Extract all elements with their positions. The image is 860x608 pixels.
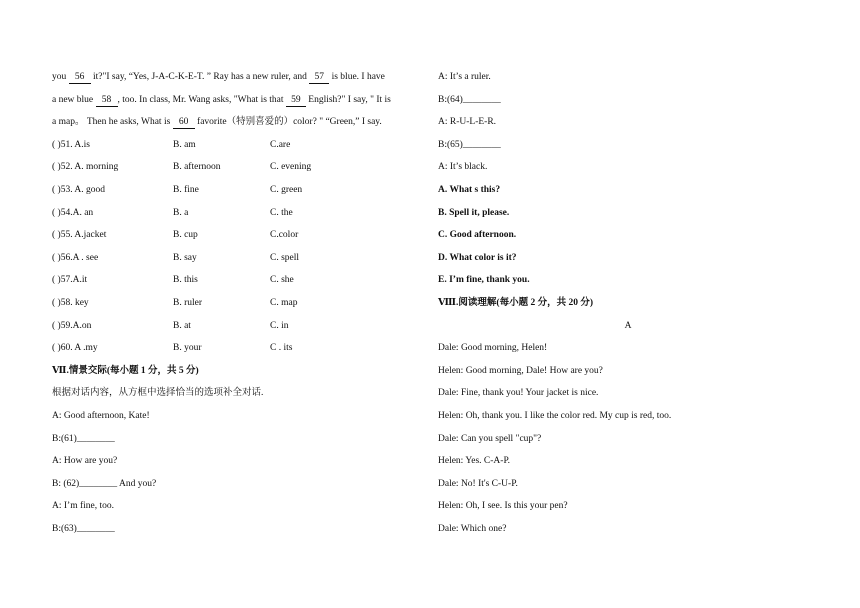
question-stem: ( )52. A. morning: [52, 162, 119, 173]
dialog-line: A: It’s black.: [438, 162, 488, 173]
passage-text: favorite（特别喜爱的）color? " “Green,” I say.: [194, 117, 382, 128]
option-c-text: C. the: [270, 207, 293, 218]
blank-60: 60: [173, 117, 195, 129]
option-e: E. I’m fine, thank you.: [438, 275, 530, 286]
blank-57: 57: [309, 72, 329, 84]
option-b-text: B. your: [173, 343, 202, 354]
passage-text: , too. In class, Mr. Wang asks, "What is that: [117, 94, 286, 105]
dialog-line: B:(64)________: [438, 94, 501, 105]
reading-line: Dale: Which one?: [438, 523, 507, 534]
question-row: [52, 269, 432, 292]
dialog-line: A: How are you?: [52, 456, 118, 467]
dialog-line: B:(63)________: [52, 523, 115, 534]
question-row: [52, 224, 432, 247]
question-row: [52, 179, 432, 202]
option-b-text: B. afternoon: [173, 162, 221, 173]
option-b-text: B. this: [173, 275, 198, 286]
option-b-text: B. ruler: [173, 297, 203, 308]
reading-line: Dale: Good morning, Helen!: [438, 343, 548, 354]
question-list: [52, 134, 432, 360]
question-stem: ( )54.A. an: [52, 207, 94, 218]
option-b-text: B. fine: [173, 184, 199, 195]
blank-58: 58: [96, 95, 118, 107]
question-stem: ( )56.A . see: [52, 252, 99, 263]
passage-text: it?"I say, “Yes, J-A-C-K-E-T. ” Ray has a new ruler, and: [90, 72, 310, 82]
option-c-text: C. spell: [270, 252, 300, 263]
option-b-text: B. cup: [173, 230, 198, 241]
question-stem: ( )57.A.it: [52, 275, 88, 286]
section-7-title: Ⅶ.情景交际(每小题 1 分，共 5 分): [52, 365, 199, 376]
question-row: [52, 292, 432, 315]
blank-56: 56: [69, 72, 91, 84]
reading-line: Dale: No! It's C-U-P.: [438, 478, 518, 489]
reading-line: Dale: Can you spell "cup"?: [438, 433, 542, 444]
passage-label: A: [624, 320, 632, 331]
question-stem: ( )55. A.jacket: [52, 230, 107, 241]
option-c-text: C. evening: [270, 162, 312, 173]
question-stem: ( )51. A.is: [52, 139, 90, 150]
dialog-line: A: Good afternoon, Kate!: [52, 410, 150, 421]
section-8-title: Ⅷ.阅读理解(每小题 2 分，共 20 分): [438, 297, 594, 308]
option-c: C. Good afternoon.: [438, 230, 517, 241]
option-c-text: C.color: [270, 230, 299, 241]
option-b-text: B. at: [173, 320, 191, 331]
option-c-text: C. she: [270, 275, 294, 286]
passage-line-3: [52, 111, 432, 134]
option-b-text: B. say: [173, 252, 197, 263]
option-b: B. Spell it, please.: [438, 207, 510, 218]
question-stem: ( )60. A .my: [52, 343, 98, 354]
passage-line-2: [52, 89, 432, 112]
question-stem: ( )58. key: [52, 297, 89, 308]
passage-line-1: [52, 66, 432, 89]
dialog-line: B:(61)________: [52, 433, 115, 444]
right-column: [438, 66, 818, 540]
passage-text: you: [52, 72, 69, 82]
option-c-text: C. map: [270, 297, 298, 308]
blank-59: 59: [286, 95, 306, 107]
question-row: [52, 202, 432, 225]
reading-line: Helen: Yes. C-A-P.: [438, 456, 511, 467]
reading-line: Helen: Oh, I see. Is this your pen?: [438, 501, 568, 512]
option-c-text: C. green: [270, 184, 303, 195]
passage-text: a new blue: [52, 94, 96, 105]
section-7-instruction: 根据对话内容，从方框中选择恰当的选项补全对话.: [52, 388, 264, 399]
reading-line: Helen: Good morning, Dale! How are you?: [438, 365, 603, 376]
dialog-line: A: It’s a ruler.: [438, 72, 491, 82]
passage-text: is blue. I have: [329, 72, 385, 82]
option-d: D. What color is it?: [438, 252, 517, 263]
question-row: [52, 247, 432, 270]
question-row: [52, 337, 432, 360]
question-row: [52, 315, 432, 338]
option-a: A. What s this?: [438, 184, 501, 195]
left-column: [52, 66, 432, 540]
dialog-line: A: I’m fine, too.: [52, 501, 115, 512]
option-c-text: C. in: [270, 320, 289, 331]
dialog-line: B: (62)________ And you?: [52, 478, 157, 489]
option-c-text: C.are: [270, 139, 291, 150]
question-row: [52, 156, 432, 179]
passage-text: a map。 Then he asks, What is: [52, 117, 173, 128]
question-row: [52, 134, 432, 157]
option-b-text: B. am: [173, 139, 196, 150]
reading-line: Helen: Oh, thank you. I like the color red. My cup is red, too.: [438, 410, 672, 421]
question-stem: ( )59.A.on: [52, 320, 92, 331]
dialog-line: B:(65)________: [438, 139, 501, 150]
reading-line: Dale: Fine, thank you! Your jacket is nice.: [438, 388, 599, 399]
passage-text: English?" I say, " It is: [305, 94, 391, 105]
option-c-text: C . its: [270, 343, 293, 354]
option-b-text: B. a: [173, 207, 189, 218]
dialog-line: A: R-U-L-E-R.: [438, 117, 497, 128]
question-stem: ( )53. A. good: [52, 184, 106, 195]
